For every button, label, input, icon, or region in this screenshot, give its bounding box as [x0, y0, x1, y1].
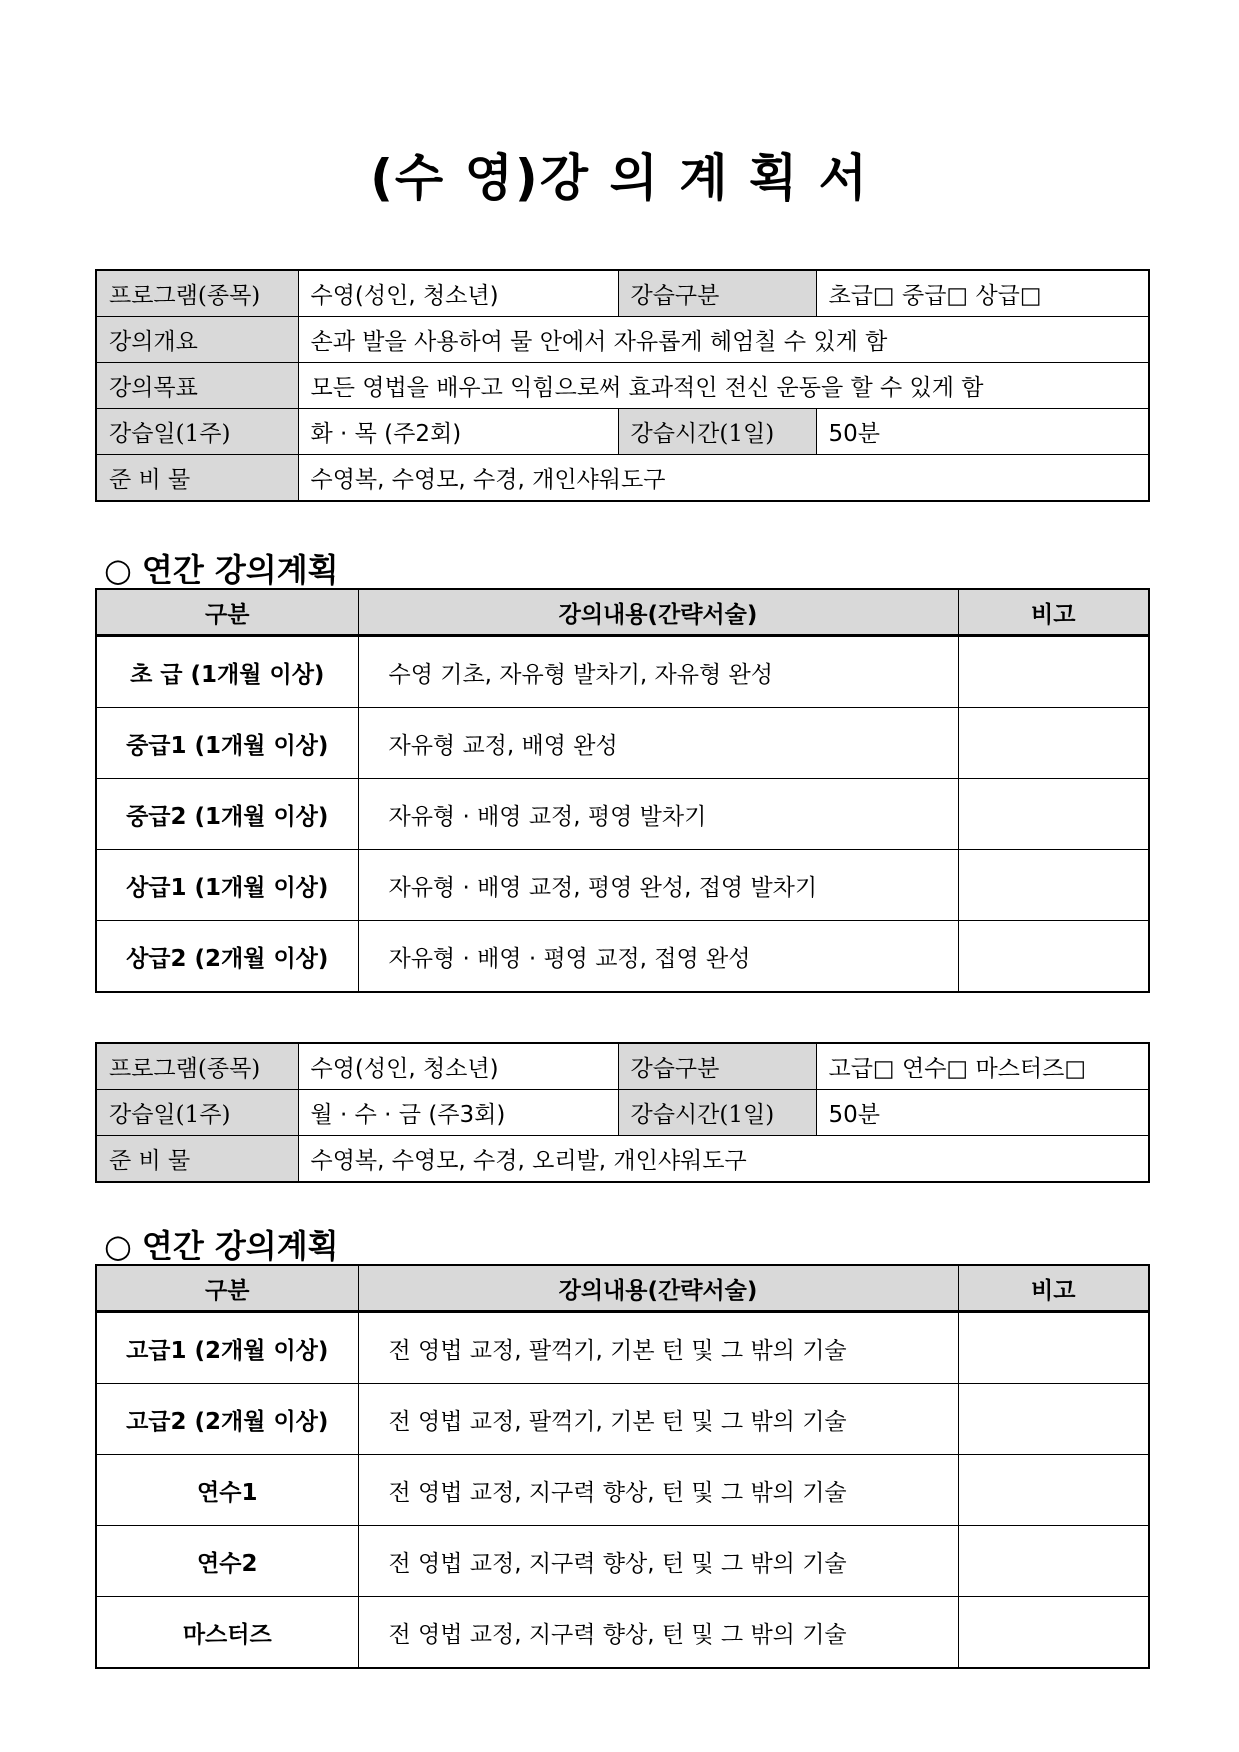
- row-note: [958, 779, 1149, 850]
- document-title: (수 영)강 의 계 획 서: [370, 149, 869, 207]
- supplies-value: 수영복, 수영모, 수경, 개인샤워도구: [298, 455, 1149, 502]
- row-content: 자유형 · 배영 교정, 평영 발차기: [358, 779, 958, 850]
- row-content: 자유형 · 배영 교정, 평영 완성, 접영 발차기: [358, 850, 958, 921]
- row-category: 초 급 (1개월 이상): [96, 636, 358, 708]
- row-note: [958, 1597, 1149, 1669]
- row-note: [958, 1384, 1149, 1455]
- circle-bullet-icon: ○: [104, 551, 132, 589]
- section-heading-1: [104, 545, 339, 591]
- row-category: 상급1 (1개월 이상): [96, 850, 358, 921]
- section-heading-2: [104, 1221, 339, 1267]
- header-content: 강의내용(간략서술): [358, 1265, 958, 1312]
- row-content: 자유형 교정, 배영 완성: [358, 708, 958, 779]
- table-row: [96, 636, 1149, 708]
- row-note: [958, 636, 1149, 708]
- row-note: [958, 850, 1149, 921]
- row-category: 중급2 (1개월 이상): [96, 779, 358, 850]
- plan-header-row: [96, 1265, 1149, 1312]
- row-category: 마스터즈: [96, 1597, 358, 1669]
- days-value: 화 · 목 (주2회): [298, 409, 618, 455]
- row-content: 전 영법 교정, 팔꺽기, 기본 턴 및 그 밖의 기술: [358, 1312, 958, 1384]
- table-row: [96, 921, 1149, 993]
- header-note: 비고: [958, 589, 1149, 636]
- section-title: 연간 강의계획: [141, 551, 339, 589]
- table-row: [96, 1312, 1149, 1384]
- section-title: 연간 강의계획: [141, 1227, 339, 1265]
- row-note: [958, 1312, 1149, 1384]
- info-row-supplies: [96, 1136, 1149, 1183]
- annual-plan-table-1: [95, 588, 1150, 993]
- row-category: 연수1: [96, 1455, 358, 1526]
- row-category: 고급1 (2개월 이상): [96, 1312, 358, 1384]
- table-row: [96, 1384, 1149, 1455]
- level-label: 강습구분: [618, 1043, 816, 1090]
- level-value: 고급□ 연수□ 마스터즈□: [816, 1043, 1149, 1090]
- time-value: 50분: [816, 409, 1149, 455]
- table-row: [96, 850, 1149, 921]
- info-row-schedule: [96, 409, 1149, 455]
- time-value: 50분: [816, 1090, 1149, 1136]
- overview-label: 강의개요: [96, 317, 298, 363]
- time-label: 강습시간(1일): [618, 1090, 816, 1136]
- row-content: 전 영법 교정, 지구력 향상, 턴 및 그 밖의 기술: [358, 1455, 958, 1526]
- row-note: [958, 708, 1149, 779]
- supplies-label: 준 비 물: [96, 455, 298, 502]
- supplies-value: 수영복, 수영모, 수경, 오리발, 개인샤워도구: [298, 1136, 1149, 1183]
- goal-label: 강의목표: [96, 363, 298, 409]
- info-row-program: [96, 1043, 1149, 1090]
- annual-plan-table-2: [95, 1264, 1150, 1669]
- row-category: 상급2 (2개월 이상): [96, 921, 358, 993]
- table-row: [96, 1597, 1149, 1669]
- header-note: 비고: [958, 1265, 1149, 1312]
- days-label: 강습일(1주): [96, 1090, 298, 1136]
- days-value: 월 · 수 · 금 (주3회): [298, 1090, 618, 1136]
- info-row-overview: [96, 317, 1149, 363]
- course-info-table-1: [95, 269, 1150, 502]
- info-row-program: [96, 270, 1149, 317]
- program-value: 수영(성인, 청소년): [298, 270, 618, 317]
- table-row: [96, 1455, 1149, 1526]
- program-label: 프로그램(종목): [96, 1043, 298, 1090]
- course-info-table-2: [95, 1042, 1150, 1183]
- header-content: 강의내용(간략서술): [358, 589, 958, 636]
- row-category: 중급1 (1개월 이상): [96, 708, 358, 779]
- row-note: [958, 1526, 1149, 1597]
- info-row-supplies: [96, 455, 1149, 502]
- row-content: 전 영법 교정, 팔꺽기, 기본 턴 및 그 밖의 기술: [358, 1384, 958, 1455]
- row-note: [958, 1455, 1149, 1526]
- table-row: [96, 779, 1149, 850]
- row-content: 전 영법 교정, 지구력 향상, 턴 및 그 밖의 기술: [358, 1597, 958, 1669]
- header-category: 구분: [96, 1265, 358, 1312]
- level-label: 강습구분: [618, 270, 816, 317]
- plan-header-row: [96, 589, 1149, 636]
- row-note: [958, 921, 1149, 993]
- info-row-goal: [96, 363, 1149, 409]
- time-label: 강습시간(1일): [618, 409, 816, 455]
- program-value: 수영(성인, 청소년): [298, 1043, 618, 1090]
- header-category: 구분: [96, 589, 358, 636]
- days-label: 강습일(1주): [96, 409, 298, 455]
- info-row-schedule: [96, 1090, 1149, 1136]
- row-category: 고급2 (2개월 이상): [96, 1384, 358, 1455]
- row-content: 자유형 · 배영 · 평영 교정, 접영 완성: [358, 921, 958, 993]
- level-value: 초급□ 중급□ 상급□: [816, 270, 1149, 317]
- goal-value: 모든 영법을 배우고 익힘으로써 효과적인 전신 운동을 할 수 있게 함: [298, 363, 1149, 409]
- row-category: 연수2: [96, 1526, 358, 1597]
- supplies-label: 준 비 물: [96, 1136, 298, 1183]
- circle-bullet-icon: ○: [104, 1227, 132, 1265]
- table-row: [96, 708, 1149, 779]
- program-label: 프로그램(종목): [96, 270, 298, 317]
- row-content: 전 영법 교정, 지구력 향상, 턴 및 그 밖의 기술: [358, 1526, 958, 1597]
- overview-value: 손과 발을 사용하여 물 안에서 자유롭게 헤엄칠 수 있게 함: [298, 317, 1149, 363]
- table-row: [96, 1526, 1149, 1597]
- row-content: 수영 기초, 자유형 발차기, 자유형 완성: [358, 636, 958, 708]
